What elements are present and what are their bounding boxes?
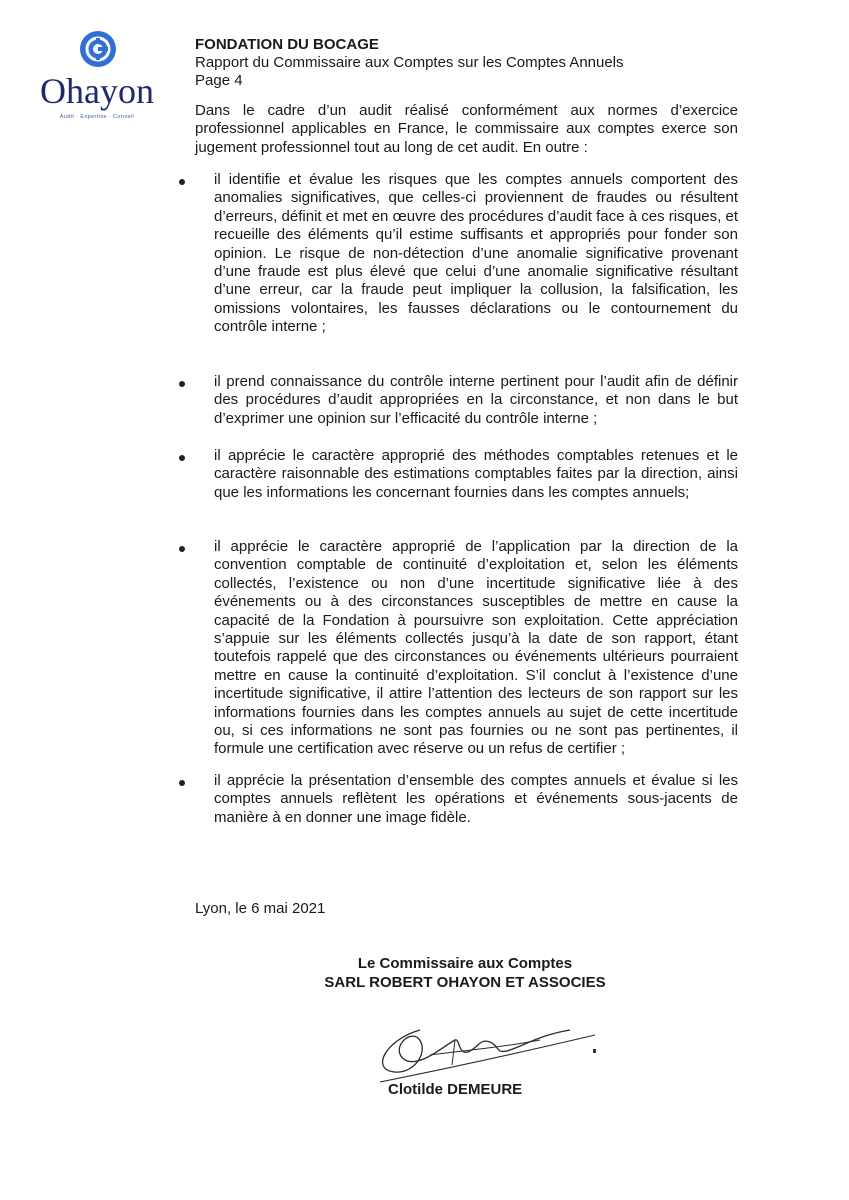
place-and-date: Lyon, le 6 mai 2021 — [195, 900, 326, 917]
logo-wordmark: Ohayon — [40, 71, 154, 111]
signer-name: Clotilde DEMEURE — [388, 1081, 523, 1098]
logo-tagline: Audit · Expertise · Conseil — [59, 114, 135, 120]
bullet-item-risks: il identifie et évalue les risques que les comptes annuels comportent des anomalies significatives, que celles-ci proviennent de fraudes ou résultent d’erreurs, définit et met en œuvre des procédures d’audit face à ces risques, et recueille des éléments qu’il estime suffisants et appropriés pour fonder son opinion. Le risque de non-détection d’une anomalie significative provenant d’une fraude est plus élevé que celui d’une anomalie significative résultant d’une erreur, car la fraude peut impliquer la collusion, la falsification, les omissions volontaires, les fausses déclarations ou le contournement du contrôle interne ; — [214, 171, 738, 336]
bullet-icon — [179, 780, 185, 786]
signatory-firm: SARL ROBERT OHAYON ET ASSOCIES — [324, 973, 606, 991]
bullet-icon — [179, 179, 185, 185]
intro-paragraph: Dans le cadre d’un audit réalisé conformément aux normes d’exercice professionnel applicables en France, le commissaire aux comptes exerce son jugement professionnel tout au long de cet audit. En outre : — [195, 102, 738, 156]
bullet-icon — [179, 381, 185, 387]
bullet-item-internal-control: il prend connaissance du contrôle interne pertinent pour l’audit afin de définir des procédures d’audit appropriées en la circonstance, et non dans le but d’exprimer une opinion sur l’efficacité du contrôle interne ; — [214, 373, 738, 427]
logo-mark-icon — [79, 30, 117, 68]
bullet-item-presentation: il apprécie la présentation d’ensemble des comptes annuels et évalue si les comptes annuels reflètent les opérations et événements sous-jacents de manière à en donner une image fidèle. — [214, 772, 738, 826]
page-number: Page 4 — [195, 72, 243, 89]
document-header — [195, 36, 624, 90]
report-title: Rapport du Commissaire aux Comptes sur les Comptes Annuels — [195, 54, 624, 71]
bullet-icon — [179, 455, 185, 461]
signature-block — [300, 955, 630, 992]
ink-mark — [593, 1049, 596, 1053]
company-logo — [24, 30, 164, 125]
signatory-role: Le Commissaire aux Comptes — [357, 955, 573, 972]
bullet-item-accounting-methods: il apprécie le caractère approprié des méthodes comptables retenues et le caractère raisonnable des estimations comptables faites par la direction, ainsi que les informations les concernant fournies dans les comptes annuels; — [214, 447, 738, 501]
bullet-item-going-concern: il apprécie le caractère approprié de l’application par la direction de la convention comptable de continuité d’exploitation et, selon les éléments collectés, l’existence ou non d’une incertitude significative liée à des événements ou à des circonstances susceptibles de mettre en cause la capacité de la Fondation à poursuivre son exploitation. Cette appréciation s’appuie sur les éléments collectés jusqu’à la date de son rapport, étant toutefois rappelé que des circonstances ou événements ultérieurs pourraient mettre en cause la continuité d’exploitation. S’il conclut à l’existence d’une incertitude significative, il attire l’attention des lecteurs de son rapport sur les informations fournies dans les comptes annuels au sujet de cette incertitude ou, si ces informations ne sont pas fournies ou ne sont pas pertinentes, il formule une certification avec réserve ou un refus de certifier ; — [214, 538, 738, 758]
handwritten-signature — [360, 1010, 600, 1090]
organization-name: FONDATION DU BOCAGE — [195, 36, 379, 53]
bullet-icon — [179, 546, 185, 552]
